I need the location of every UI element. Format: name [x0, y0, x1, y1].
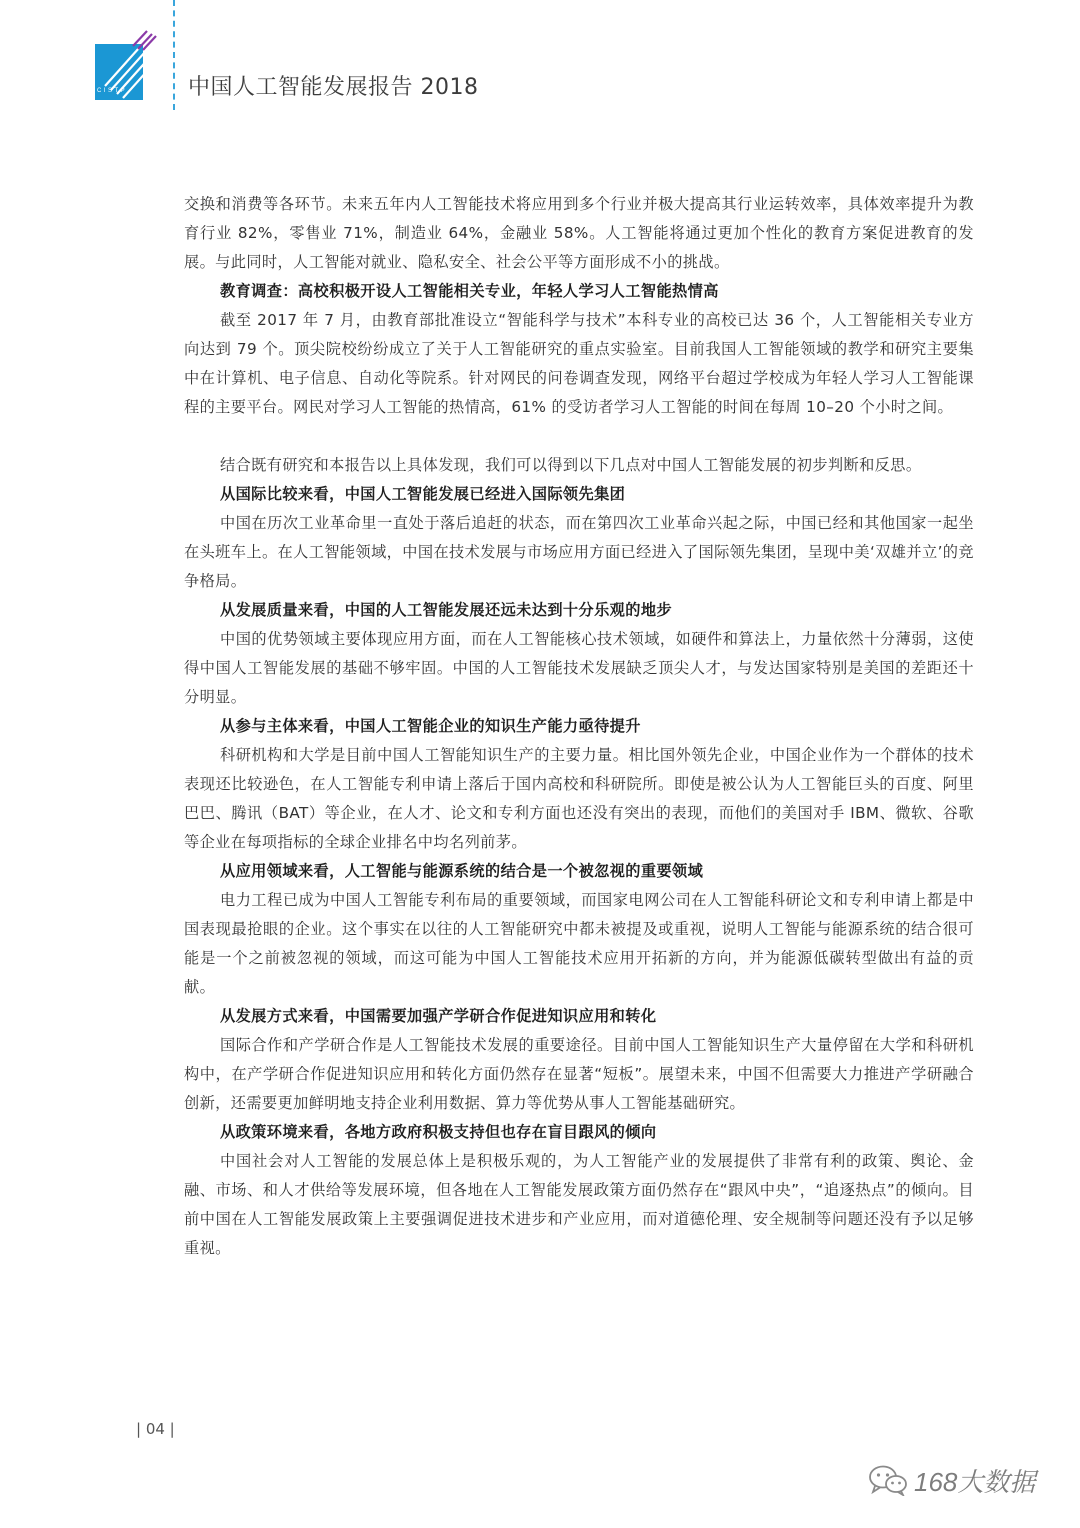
section-heading: 从发展质量来看，中国的人工智能发展还远未达到十分乐观的地步 — [220, 601, 673, 619]
paragraph: 截至 2017 年 7 月，由教育部批准设立“智能科学与技术”本科专业的高校已达 36 个，人工智能相关专业方向达到 79 个。顶尖院校纷纷成立了关于人工智能研究的重点实验室。目前我国人工智能领域的教学和研究主要集中在计算机、电子信息、自动化等院系。针对网民的问卷调查发现，网络平台超过学校成为年轻人学习人工智能课程的主要平台。网民对学习人工智能的热情高，61% 的受访者学习人工智能的时间在每周 10–20 个小时之间。 — [184, 311, 974, 416]
section-heading: 从发展方式来看，中国需要加强产学研合作促进知识应用和转化 — [220, 1007, 657, 1025]
header-dashed-divider — [173, 0, 175, 110]
wechat-icon — [868, 1464, 908, 1496]
page-number: | 04 | — [136, 1420, 175, 1438]
logo-caption: CISTP — [97, 88, 128, 94]
paragraph: 科研机构和大学是目前中国人工智能知识生产的主要力量。相比国外领先企业，中国企业作为一个群体的技术表现还比较逊色，在人工智能专利申请上落后于国内高校和科研院所。即使是被公认为人工智能巨头的百度、阿里巴巴、腾讯（BAT）等企业，在人才、论文和专利方面也还没有突出的表现，而他们的美国对手 IBM、微软、谷歌等企业在每项指标的全球企业排名中均名列前茅。 — [184, 746, 974, 851]
report-body — [184, 190, 974, 1263]
paragraph: 中国在历次工业革命里一直处于落后追赶的状态，而在第四次工业革命兴起之际，中国已经和其他国家一起坐在头班车上。在人工智能领域，中国在技术发展与市场应用方面已经进入了国际领先集团，呈现中美‘双雄并立’的竞争格局。 — [184, 514, 974, 590]
paragraph: 国际合作和产学研合作是人工智能技术发展的重要途径。目前中国人工智能知识生产大量停留在大学和科研机构中，在产学研合作促进知识应用和转化方面仍然存在显著“短板”。展望未来，中国不但需要大力推进产学研融合创新，还需要更加鲜明地支持企业利用数据、算力等优势从事人工智能基础研究。 — [184, 1036, 974, 1112]
paragraph: 中国的优势领域主要体现应用方面，而在人工智能核心技术领域，如硬件和算法上，力量依然十分薄弱，这使得中国人工智能发展的基础不够牢固。中国的人工智能技术发展缺乏顶尖人才，与发达国家特别是美国的差距还十分明显。 — [184, 630, 974, 706]
paragraph: 交换和消费等各环节。未来五年内人工智能技术将应用到多个行业并极大提高其行业运转效率，具体效率提升为教育行业 82%，零售业 71%，制造业 64%，金融业 58%。人工智能将通过更加个性化的教育方案促进教育的发展。与此同时，人工智能对就业、隐私安全、社会公平等方面形成不小的挑战。 — [184, 195, 974, 271]
section-heading: 从政策环境来看，各地方政府积极支持但也存在盲目跟风的倾向 — [220, 1123, 657, 1141]
watermark-text: 168大数据 — [914, 1466, 1036, 1497]
section-heading: 从参与主体来看，中国人工智能企业的知识生产能力亟待提升 — [220, 717, 641, 735]
paragraph: 结合既有研究和本报告以上具体发现，我们可以得到以下几点对中国人工智能发展的初步判断和反思。 — [220, 456, 922, 474]
paragraph: 中国社会对人工智能的发展总体上是积极乐观的，为人工智能产业的发展提供了非常有利的政策、舆论、金融、市场、和人才供给等发展环境，但各地在人工智能发展政策方面仍然存在“跟风中央”，“追逐热点”的倾向。目前中国在人工智能发展政策上主要强调促进技术进步和产业应用，而对道德伦理、安全规制等问题还没有予以足够重视。 — [184, 1152, 974, 1257]
section-heading: 教育调查：高校积极开设人工智能相关专业，年轻人学习人工智能热情高 — [220, 282, 719, 300]
watermark — [868, 1460, 1035, 1500]
section-heading: 从国际比较来看，中国人工智能发展已经进入国际领先集团 — [220, 485, 626, 503]
paragraph: 电力工程已成为中国人工智能专利布局的重要领域，而国家电网公司在人工智能科研论文和专利申请上都是中国表现最抢眼的企业。这个事实在以往的人工智能研究中都未被提及或重视，说明人工智能与能源系统的结合很可能是一个之前被忽视的领域，而这可能为中国人工智能技术应用开拓新的方向，并为能源低碳转型做出有益的贡献。 — [184, 891, 974, 996]
section-heading: 从应用领域来看，人工智能与能源系统的结合是一个被忽视的重要领域 — [220, 862, 704, 880]
report-title: 中国人工智能发展报告 2018 — [188, 75, 479, 100]
